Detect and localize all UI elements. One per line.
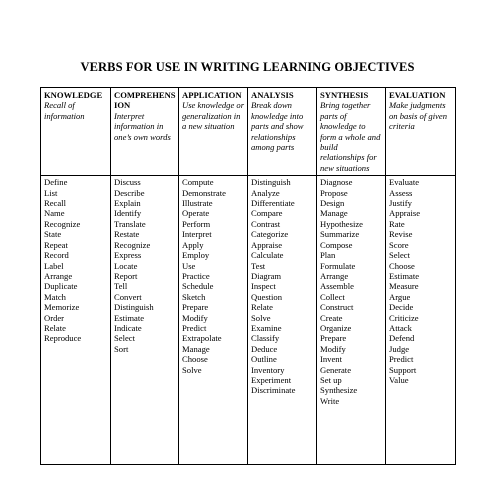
- verb-item: Defend: [389, 333, 415, 344]
- verb-item: Assemble: [320, 281, 354, 292]
- verbs-cell-application: [179, 176, 248, 465]
- verb-item: Predict: [389, 354, 414, 365]
- verb-item: Rate: [389, 218, 405, 229]
- verb-item: Duplicate: [44, 281, 78, 292]
- verb-item: State: [44, 229, 62, 240]
- column-name: COMPREHENSION: [114, 90, 176, 111]
- verbs-cell-analysis: [248, 176, 317, 465]
- verbs-table: [40, 87, 456, 465]
- verb-item: Choose: [182, 354, 208, 365]
- verb-item: Compare: [251, 208, 283, 219]
- verb-item: Repeat: [44, 239, 68, 250]
- column-name: KNOWLEDGE: [44, 90, 103, 100]
- verb-item: Schedule: [182, 281, 214, 292]
- verb-item: Inventory: [251, 364, 285, 375]
- column-description: Break down knowledge into parts and show relationships among parts: [251, 100, 304, 153]
- verb-item: Examine: [251, 322, 282, 333]
- verb-item: Recognize: [114, 239, 151, 250]
- verb-item: Apply: [182, 239, 204, 250]
- verb-item: Plan: [320, 250, 336, 261]
- verb-item: Predict: [182, 322, 207, 333]
- verb-item: Classify: [251, 333, 280, 344]
- verb-item: Generate: [320, 364, 352, 375]
- verb-item: Evaluate: [389, 177, 420, 188]
- header-cell-evaluation: [386, 88, 456, 176]
- verb-item: Argue: [389, 291, 411, 302]
- verb-item: Revise: [389, 229, 413, 240]
- verb-item: Design: [320, 198, 345, 209]
- verb-item: Explain: [114, 198, 141, 209]
- header-cell-analysis: [248, 88, 317, 176]
- document-title: VERBS FOR USE IN WRITING LEARNING OBJECTIVES: [80, 60, 415, 74]
- verb-item: Score: [389, 239, 409, 250]
- column-description: Use knowledge or generalization in a new situation: [182, 100, 245, 132]
- verbs-cell-synthesis: [317, 176, 386, 465]
- verb-item: Tell: [114, 281, 128, 292]
- verb-item: Recall: [44, 198, 66, 209]
- verb-item: Recognize: [44, 218, 81, 229]
- verb-item: Organize: [320, 322, 352, 333]
- verb-item: Indicate: [114, 322, 142, 333]
- verb-item: Criticize: [389, 312, 419, 323]
- verb-item: Order: [44, 312, 65, 323]
- verb-item: Experiment: [251, 374, 292, 385]
- verb-item: Modify: [320, 343, 346, 354]
- verb-item: List: [44, 187, 58, 198]
- verb-item: Solve: [182, 364, 202, 375]
- verb-item: Test: [251, 260, 266, 271]
- verb-item: Memorize: [44, 302, 80, 313]
- verb-item: Prepare: [182, 302, 209, 313]
- verb-item: Express: [114, 250, 142, 261]
- column-description: Recall of information: [44, 100, 85, 121]
- verb-item: Convert: [114, 291, 142, 302]
- verb-item: Diagnose: [320, 177, 353, 188]
- verb-item: Create: [320, 312, 343, 323]
- verb-item: Compute: [182, 177, 214, 188]
- column-name: SYNTHESIS: [320, 90, 369, 100]
- verb-item: Name: [44, 208, 65, 219]
- verb-item: Diagram: [251, 270, 282, 281]
- verb-item: Select: [114, 333, 135, 344]
- verb-item: Modify: [182, 312, 208, 323]
- verb-item: Sort: [114, 343, 129, 354]
- verb-item: Calculate: [251, 250, 284, 261]
- verb-item: Arrange: [320, 270, 349, 281]
- verb-item: Appraise: [389, 208, 421, 219]
- verb-item: Summarize: [320, 229, 360, 240]
- verb-item: Extrapolate: [182, 333, 222, 344]
- verb-item: Estimate: [114, 312, 145, 323]
- verb-item: Justify: [389, 198, 412, 209]
- verbs-cell-knowledge: [41, 176, 111, 465]
- verb-item: Manage: [320, 208, 348, 219]
- verb-item: Synthesize: [320, 385, 358, 396]
- verb-item: Measure: [389, 281, 419, 292]
- header-cell-knowledge: [41, 88, 111, 176]
- verb-item: Restate: [114, 229, 140, 240]
- verb-item: Deduce: [251, 343, 278, 354]
- verb-item: Contrast: [251, 218, 281, 229]
- verb-item: Reproduce: [44, 333, 82, 344]
- verb-item: Question: [251, 291, 283, 302]
- verb-item: Practice: [182, 270, 210, 281]
- verb-item: Select: [389, 250, 410, 261]
- verb-item: Manage: [182, 343, 210, 354]
- verb-item: Arrange: [44, 270, 73, 281]
- header-cell-comprehension: [111, 88, 179, 176]
- verb-item: Value: [389, 374, 409, 385]
- verb-item: Sketch: [182, 291, 206, 302]
- verb-item: Outline: [251, 354, 277, 365]
- verb-item: Solve: [251, 312, 271, 323]
- verb-item: Identify: [114, 208, 142, 219]
- verb-item: Construct: [320, 302, 354, 313]
- column-description: Bring together parts of knowledge to form a whole and build relationships for new situations: [320, 100, 381, 173]
- verb-item: Estimate: [389, 270, 420, 281]
- verb-item: Hypothesize: [320, 218, 363, 229]
- verb-item: Propose: [320, 187, 348, 198]
- verb-item: Define: [44, 177, 68, 188]
- verbs-cell-evaluation: [386, 176, 456, 465]
- verb-item: Label: [44, 260, 64, 271]
- verb-item: Distinguish: [251, 177, 291, 188]
- column-name: EVALUATION: [389, 90, 446, 100]
- verb-item: Choose: [389, 260, 415, 271]
- verb-item: Inspect: [251, 281, 276, 292]
- verb-item: Assess: [389, 187, 413, 198]
- verb-item: Record: [44, 250, 69, 261]
- verb-item: Formulate: [320, 260, 356, 271]
- verb-item: Compose: [320, 239, 353, 250]
- verb-item: Interpret: [182, 229, 212, 240]
- verb-item: Prepare: [320, 333, 347, 344]
- verb-item: Employ: [182, 250, 210, 261]
- verb-item: Perform: [182, 218, 211, 229]
- verb-item: Decide: [389, 302, 414, 313]
- verb-item: Relate: [251, 302, 273, 313]
- header-row: [41, 88, 456, 176]
- header-cell-synthesis: [317, 88, 386, 176]
- verb-item: Attack: [389, 322, 412, 333]
- verb-item: Write: [320, 395, 340, 406]
- verbs-cell-comprehension: [111, 176, 179, 465]
- header-cell-application: [179, 88, 248, 176]
- verb-item: Demonstrate: [182, 187, 226, 198]
- column-name: APPLICATION: [182, 90, 242, 100]
- verb-item: Set up: [320, 374, 342, 385]
- verb-item: Translate: [114, 218, 146, 229]
- verbs-row: [41, 176, 456, 465]
- verb-item: Analyze: [251, 187, 280, 198]
- verb-item: Support: [389, 364, 417, 375]
- verb-item: Use: [182, 260, 196, 271]
- verb-item: Judge: [389, 343, 410, 354]
- column-description: Make judgments on basis of given criteria: [389, 100, 448, 132]
- verb-item: Locate: [114, 260, 138, 271]
- verb-item: Discriminate: [251, 385, 296, 396]
- verb-item: Relate: [44, 322, 66, 333]
- verb-item: Invent: [320, 354, 342, 365]
- verb-item: Match: [44, 291, 66, 302]
- verb-item: Report: [114, 270, 138, 281]
- column-description: Interpret information in one’s own words: [114, 110, 171, 142]
- verb-item: Illustrate: [182, 198, 213, 209]
- verb-item: Operate: [182, 208, 210, 219]
- verb-item: Describe: [114, 187, 145, 198]
- verb-item: Categorize: [251, 229, 289, 240]
- verb-item: Collect: [320, 291, 345, 302]
- verb-item: Appraise: [251, 239, 283, 250]
- verb-item: Discuss: [114, 177, 141, 188]
- verb-item: Differentiate: [251, 198, 295, 209]
- column-name: ANALYSIS: [251, 90, 294, 100]
- verb-item: Distinguish: [114, 302, 154, 313]
